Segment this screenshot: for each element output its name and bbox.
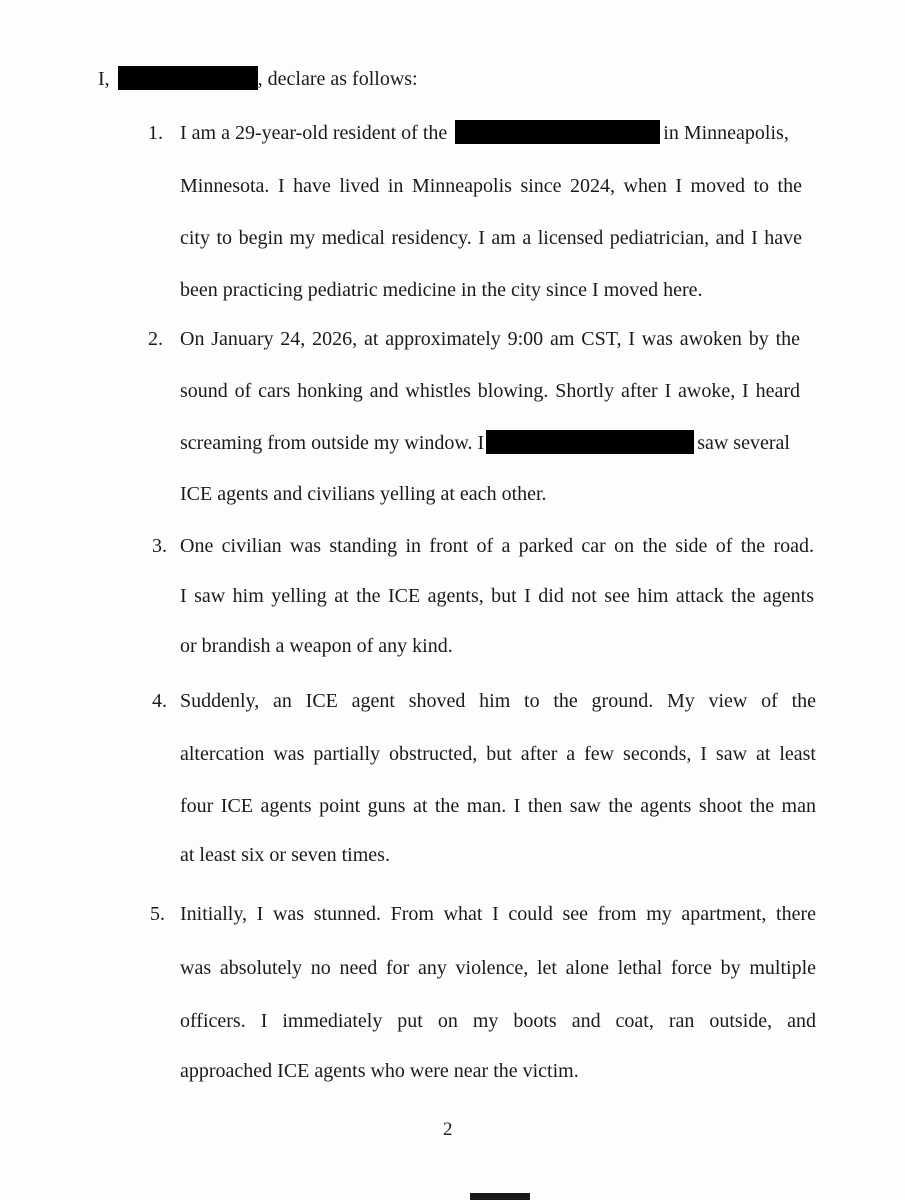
paragraph-text: saw several — [697, 432, 790, 454]
paragraph-1-line-3: city to begin my medical residency. I am a licensed pediatrician, and I have — [180, 227, 802, 249]
paragraph-4-line-1: Suddenly, an ICE agent shoved him to the ground. My view of the — [180, 690, 816, 712]
page-number: 2 — [443, 1119, 453, 1140]
paragraph-3-line-3: or brandish a weapon of any kind. — [180, 635, 453, 657]
paragraph-5-line-1: Initially, I was stunned. From what I could see from my apartment, there — [180, 903, 816, 925]
paragraph-text: I am a 29-year-old resident of the — [180, 122, 448, 144]
paragraph-5-line-4: approached ICE agents who were near the victim. — [180, 1060, 579, 1082]
paragraph-number: 3. — [152, 535, 167, 557]
paragraph-3-line-2: I saw him yelling at the ICE agents, but I did not see him attack the agents — [180, 585, 814, 607]
paragraph-1-line-4: been practicing pediatric medicine in the city since I moved here. — [180, 279, 703, 301]
redaction-bar — [118, 66, 258, 90]
redaction-bar — [486, 430, 694, 454]
paragraph-4-line-4: at least six or seven times. — [180, 844, 390, 866]
paragraph-4-line-2: altercation was partially obstructed, but after a few seconds, I saw at least — [180, 743, 816, 765]
paragraph-number: 2. — [148, 328, 163, 350]
paragraph-2-line-4: ICE agents and civilians yelling at each other. — [180, 483, 547, 505]
paragraph-4-line-3: four ICE agents point guns at the man. I then saw the agents shoot the man — [180, 795, 816, 817]
paragraph-number: 4. — [152, 690, 167, 712]
paragraph-text: in Minneapolis, — [663, 122, 789, 144]
paragraph-2-line-2: sound of cars honking and whistles blowing. Shortly after I awoke, I heard — [180, 380, 800, 402]
paragraph-number: 5. — [150, 903, 165, 925]
paragraph-2-line-1: On January 24, 2026, at approximately 9:00 am CST, I was awoken by the — [180, 328, 800, 350]
redaction-bar — [455, 120, 660, 144]
paragraph-5-line-3: officers. I immediately put on my boots and coat, ran outside, and — [180, 1010, 816, 1032]
paragraph-3-line-1: One civilian was standing in front of a parked car on the side of the road. — [180, 535, 814, 557]
paragraph-text: screaming from outside my window. I — [180, 432, 485, 454]
bottom-edge-mark — [470, 1193, 530, 1200]
declaration-line — [98, 66, 418, 92]
paragraph-2-line-3 — [180, 430, 800, 456]
paragraph-number: 1. — [148, 122, 163, 144]
paragraph-1-line-1 — [180, 120, 802, 146]
declaration-suffix: , declare as follows: — [257, 68, 418, 90]
paragraph-5-line-2: was absolutely no need for any violence, let alone lethal force by multiple — [180, 957, 816, 979]
declarant-pronoun: I, — [98, 68, 110, 90]
paragraph-1-line-2: Minnesota. I have lived in Minneapolis since 2024, when I moved to the — [180, 175, 802, 197]
